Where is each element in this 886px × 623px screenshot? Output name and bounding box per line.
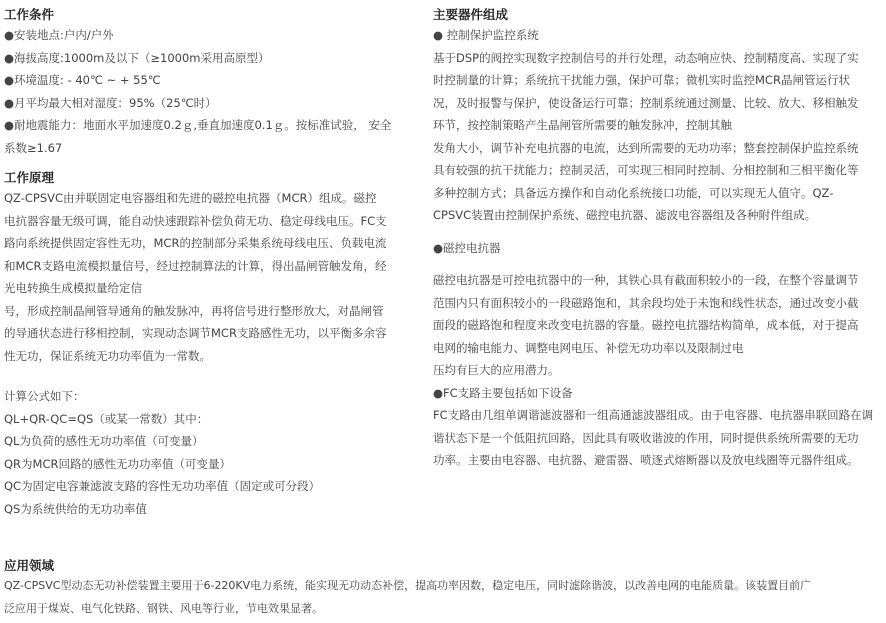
formula-qc: QC为固定电容兼滤波支路的容性无功功率值（固定或可分段） — [4, 479, 321, 493]
application-line: QZ-CPSVC型动态无功补偿装置主要用于6-220KV电力系统，能实现无功动态补偿，提高功率因数，稳定电压，同时滤除谐波，以改善电网的电能质量。该装置目前广 — [4, 579, 812, 592]
control-system-line: 基于DSP的阀控实现数字控制信号的并行处理，动态响应快、控制精度高、实现了实 — [433, 50, 859, 65]
condition-altitude: ●海拔高度:1000m及以下（≥1000m采用高原型） — [4, 50, 270, 65]
application-heading: 应用领域 — [4, 558, 55, 573]
control-system-line: 环节，按控制策略产生晶闸管所需要的触发脉冲，控制其触 — [433, 118, 732, 132]
work-conditions-heading: 工作条件 — [4, 7, 55, 22]
principle-line: 的导通状态进行移相控制，实现动态调节MCR支路感性无功，以平衡多余容 — [4, 326, 387, 340]
control-system-line: 发角大小，调节补充电抗器的电流，达到所需要的无功功率；整套控制保护监控系统 — [433, 140, 859, 155]
fc-heading: ●FC支路主要包括如下设备 — [433, 385, 573, 400]
left-column — [4, 6, 410, 520]
reactor-heading: ●磁控电抗器 — [433, 240, 501, 255]
condition-seismic: ●耐地震能力：地面水平加速度0.2ｇ,垂直加速度0.1ｇ。按标准试验， 安全 — [4, 118, 392, 132]
application-line: 泛应用于煤炭、电气化铁路、钢铁、风电等行业，节电效果显著。 — [4, 601, 323, 615]
control-system-heading: ● 控制保护监控系统 — [433, 28, 539, 42]
fc-line: 谐状态下是一个低阻抗回路，因此具有吸收谐波的作用，同时提供系统所需要的无功 — [433, 430, 859, 445]
principle-line: 光电转换生成模拟量给定信 — [4, 281, 142, 295]
formula-qr: QR为MCR回路的感性无功功率值（可变量） — [4, 456, 231, 471]
fc-line: 功率。主要由电容器、电抗器、避雷器、喷逐式熔断器以及放电线圈等元器件组成。 — [433, 453, 859, 467]
principle-line: 号，形成控制晶闸管导通角的触发脉冲，再将信号进行整形放大，对晶闸管 — [4, 303, 384, 318]
reactor-line: 面段的磁路饱和程度来改变电抗器的容量。磁控电抗器结构简单，成本低，对于提高 — [433, 318, 859, 332]
formula-intro: 计算公式如下： — [4, 389, 85, 403]
formula-qs: QS为系统供给的无功功率值 — [4, 501, 147, 516]
formula-equation: QL+QR-QC=QS（或某一常数）其中： — [4, 411, 209, 426]
condition-humidity: ●月平均最大相对湿度：95%（25℃时） — [4, 95, 217, 110]
reactor-line: 压均有巨大的应用潜力。 — [433, 363, 560, 377]
principle-line: 和MCR支路电流模拟量信号，经过控制算法的计算，得出晶闸管触发角，经 — [4, 258, 387, 273]
principle-line: 电抗器容量无级可调，能自动快速跟踪补偿负荷无功、稳定母线电压。FC支 — [4, 213, 387, 228]
principle-heading: 工作原理 — [4, 170, 55, 185]
application-section — [4, 557, 882, 620]
principle-line: 性无功，保证系统无功功率值为一常数。 — [4, 348, 211, 363]
condition-temperature: ●环境温度: - 40℃ ~ + 55℃ — [4, 73, 161, 87]
condition-safety-factor: 系数≥1.67 — [4, 140, 63, 155]
reactor-line: 范围内只有面积较小的一段磁路饱和，其余段均处于未饱和线性状态，通过改变小截 — [433, 295, 859, 310]
fc-line: FC支路由几组单调谐滤波器和一组高通滤波器组成。由于电容器、电抗器串联回路在调 — [433, 408, 874, 422]
control-system-line: 具有较强的抗干扰能力；控制灵活，可实现三相同时控制、分相控制和三相平衡化等 — [433, 163, 859, 177]
reactor-line: 电网的输电能力、调整电网电压、补偿无功功率以及限制过电 — [433, 340, 744, 355]
principle-line: QZ-CPSVC由并联固定电容器组和先进的磁控电抗器（MCR）组成。磁控 — [4, 191, 377, 205]
right-column — [433, 6, 882, 472]
components-heading: 主要器件组成 — [433, 7, 509, 22]
principle-line: 路向系统提供固定容性无功，MCR的控制部分采集系统母线电压、负载电流 — [4, 236, 387, 250]
control-system-line: 况，及时报警与保护，使设备运行可靠；控制系统通过测量、比较、放大、移相触发 — [433, 95, 859, 110]
formula-ql: QL为负荷的感性无功功率值（可变量） — [4, 434, 204, 448]
control-system-line: 多种控制方式；具备远方操作和自动化系统接口功能，可以实现无人值守。QZ- — [433, 185, 834, 200]
reactor-line: 磁控电抗器是可控电抗器中的一种，其铁心具有截面积较小的一段，在整个容量调节 — [433, 273, 859, 287]
control-system-line: CPSVC装置由控制保护系统、磁控电抗器、滤波电容器组及各种附件组成。 — [433, 208, 817, 222]
condition-install-site: ●安装地点:户内/户外 — [4, 28, 114, 42]
control-system-line: 时控制量的计算；系统抗干扰能力强，保护可靠；微机实时监控MCR晶闸管运行状 — [433, 73, 850, 87]
